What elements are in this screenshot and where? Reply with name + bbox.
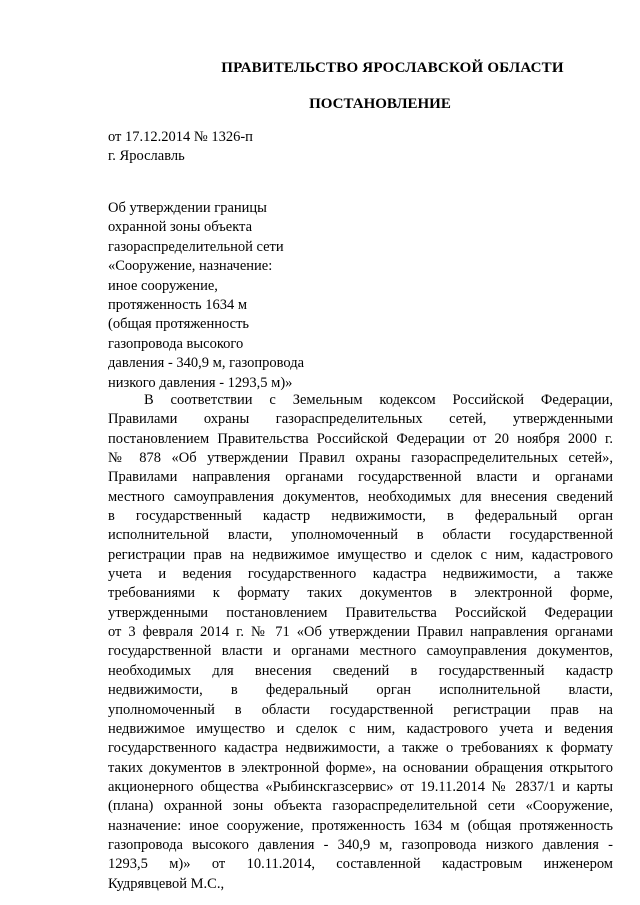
body-line: 1293,5 м)» от 10.11.2014, составленной кадастровым инженером xyxy=(108,856,613,873)
body-line: В соответствии с Земельным кодексом Российской Федерации, xyxy=(144,392,613,408)
body-line: регистрации прав на недвижимое имущество и сделок с ним, кадастрового xyxy=(108,546,613,563)
subject-line: «Сооружение, назначение: xyxy=(108,258,273,275)
document-subject xyxy=(108,199,304,393)
date-number: от 17.12.2014 № 1326-п xyxy=(108,129,253,145)
body-line: акционерного общества «Рыбинскгазсервис» от 19.11.2014 № 2837/1 и карты xyxy=(108,778,613,795)
subject-line: давления - 340,9 м, газопровода xyxy=(108,355,305,372)
body-line: Правилами направления органами государственной власти и органами xyxy=(108,469,613,486)
body-line: государственного кадастра недвижимости, а также о требованиях к формату xyxy=(108,740,613,757)
body-line: назначение: иное сооружение, протяженность 1634 м (общая протяженность xyxy=(108,817,613,834)
body-line: государственной власти и органами местного самоуправления документов, xyxy=(108,643,613,660)
body-line: требованиями к формату таких документов в электронной форме, xyxy=(108,585,613,602)
body-line: необходимых для внесения сведений в государственный кадастр xyxy=(108,662,613,679)
body-line: утвержденными постановлением Правительства Российской Федерации xyxy=(108,604,613,621)
body-line: недвижимое имущество и сделок с ним, кадастрового учета и ведения xyxy=(108,720,613,737)
city: г. Ярославль xyxy=(108,148,185,164)
subject-line: иное сооружение, xyxy=(108,277,218,294)
subject-line: (общая протяженность xyxy=(108,316,250,333)
body-line: Кудрявцевой М.С., xyxy=(108,875,225,892)
body-line: постановлением Правительства Российской Федерации от 20 ноября 2000 г. xyxy=(108,430,613,447)
body-line: газопровода высокого давления - 340,9 м, газопровода низкого давления - xyxy=(108,836,613,853)
body-line: учета и ведения государственного кадастра недвижимости, а также xyxy=(108,566,613,583)
government-title: ПРАВИТЕЛЬСТВО ЯРОСЛАВСКОЙ ОБЛАСТИ xyxy=(221,60,564,76)
subject-line: газораспределительной сети xyxy=(108,238,284,255)
subject-line: газопровода высокого xyxy=(108,335,244,352)
subject-line: охранной зоны объекта xyxy=(108,219,253,236)
body-line: местного самоуправления документов, необходимых для внесения сведений xyxy=(108,488,613,505)
subject-line: протяженность 1634 м xyxy=(108,297,248,314)
subject-line: низкого давления - 1293,5 м)» xyxy=(108,374,293,391)
document-meta xyxy=(108,128,253,166)
body-line: в государственный кадастр недвижимости, в федеральный орган xyxy=(108,508,613,525)
body-line: недвижимости, в федеральный орган исполнительной власти, xyxy=(108,682,613,699)
body-line: Правилами охраны газораспределительных сетей, утвержденными xyxy=(108,411,613,428)
body-paragraph xyxy=(108,391,613,894)
body-line: уполномоченный в области государственной регистрации прав на xyxy=(108,701,613,718)
body-line: исполнительной власти, уполномоченный в области государственной xyxy=(108,527,613,544)
body-line: от 3 февраля 2014 г. № 71 «Об утверждении Правил направления органами xyxy=(108,624,613,641)
body-line: таких документов в электронной форме», на основании обращения открытого xyxy=(108,759,613,776)
subject-line: Об утверждении границы xyxy=(108,200,267,216)
body-line: № 878 «Об утверждении Правил охраны газораспределительных сетей», xyxy=(108,450,613,467)
body-line: (плана) охранной зоны объекта газораспределительной сети «Сооружение, xyxy=(108,798,613,815)
document-type: ПОСТАНОВЛЕНИЕ xyxy=(309,96,451,112)
